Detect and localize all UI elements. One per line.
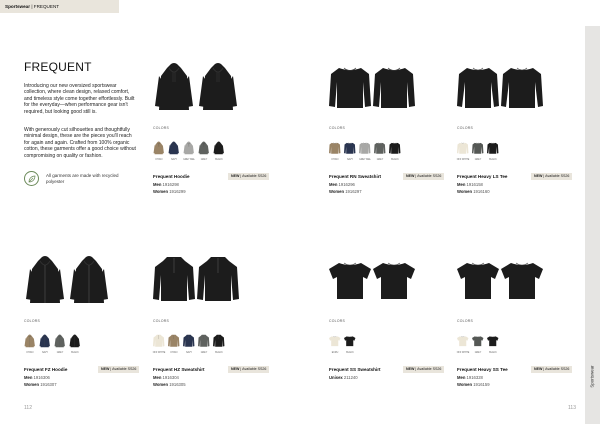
product-photo-alt — [373, 62, 417, 112]
color-swatch[interactable] — [344, 139, 356, 161]
swatch-color-name: BLACK — [489, 351, 497, 354]
swatch-color-name: GREY MEL — [359, 158, 371, 161]
fit-label: Unisex — [329, 375, 343, 380]
product-photos — [457, 255, 582, 305]
swatch-color-name: KHAKI — [331, 158, 339, 161]
intro-paragraph-2: With generously cut silhouettes and thoughtfully minimal design, these are the pieces you'll reach for again and again. Crafted from 100% organic cotton, these garments offer a good choice without compromising on quality or fashion. — [24, 127, 136, 159]
swatch-color-name: BLACK — [346, 351, 354, 354]
color-swatch[interactable] — [54, 332, 66, 354]
availability-text: Available SS26 — [417, 174, 442, 178]
swatch-garment — [213, 332, 225, 350]
article-number: 211240 — [343, 375, 358, 380]
swatch-color-name: NAVY — [346, 158, 354, 161]
product-card[interactable] — [153, 62, 278, 197]
swatch-garment — [472, 139, 484, 157]
product-photo-alt — [68, 255, 112, 305]
swatch-garment — [153, 139, 165, 157]
color-swatch[interactable] — [329, 139, 341, 161]
swatch-garment — [198, 139, 210, 157]
availability-tag: NEW | Available SS26 — [403, 366, 444, 373]
product-card[interactable] — [457, 255, 582, 390]
swatch-garment — [153, 332, 165, 350]
swatch-color-name: KHAKI — [26, 351, 34, 354]
availability-text: Available SS26 — [545, 174, 570, 178]
swatch-color-name: NAVY — [41, 351, 49, 354]
swatch-garment — [24, 332, 36, 350]
product-photo-alt — [197, 62, 241, 112]
product-photo-alt — [501, 62, 545, 112]
swatch-color-name: OFF WHITE — [456, 351, 470, 354]
swatch-garment — [457, 332, 469, 350]
swatch-color-name: OFF WHITE — [456, 158, 470, 161]
swatch-garment — [54, 332, 66, 350]
color-swatches — [153, 332, 225, 354]
product-name: Frequent Heavy LS Tee — [457, 174, 508, 179]
article-line — [153, 382, 186, 387]
article-number: 1916306 — [33, 375, 50, 380]
product-card[interactable] — [153, 255, 278, 390]
header-separator: | — [31, 4, 33, 9]
fit-label: Women — [153, 189, 169, 194]
article-number: 1916160 — [473, 189, 490, 194]
color-swatch[interactable] — [69, 332, 81, 354]
swatch-color-name: OFF WHITE — [152, 351, 166, 354]
availability-tag: NEW | Available SS26 — [531, 173, 572, 180]
article-number: 1916307 — [40, 382, 57, 387]
swatch-garment — [344, 139, 356, 157]
availability-text: Available SS26 — [242, 174, 267, 178]
color-swatch[interactable] — [183, 332, 195, 354]
swatch-garment — [487, 139, 499, 157]
article-number: 1916158 — [466, 182, 483, 187]
color-swatch[interactable] — [153, 332, 165, 354]
product-card[interactable] — [24, 255, 149, 390]
color-swatch[interactable] — [359, 139, 371, 161]
color-swatch[interactable] — [198, 332, 210, 354]
product-photo-front — [329, 255, 373, 305]
color-swatch[interactable] — [213, 332, 225, 354]
color-swatches — [329, 139, 401, 161]
swatch-color-name: GREY — [200, 158, 208, 161]
swatch-color-name: KHAKI — [170, 351, 178, 354]
article-number: 1916159 — [473, 382, 490, 387]
product-photos — [24, 255, 149, 305]
fit-label: Men — [153, 375, 162, 380]
swatch-garment — [183, 139, 195, 157]
swatch-garment — [389, 139, 401, 157]
product-photo-alt — [373, 255, 417, 305]
new-badge: NEW — [406, 174, 415, 178]
article-number: 1916297 — [345, 189, 362, 194]
article-number: 1916298 — [162, 182, 179, 187]
colors-label: COLORS — [457, 126, 474, 130]
color-swatch[interactable] — [389, 139, 401, 161]
new-badge: NEW — [231, 174, 240, 178]
swatch-garment — [183, 332, 195, 350]
swatch-color-name: BLACK — [489, 158, 497, 161]
article-number: 1916299 — [169, 189, 186, 194]
article-number: 1916296 — [338, 182, 355, 187]
intro-paragraph-1: Introducing our new oversized sportswear collection, where clean design, relaxed comfort, and timeless style come together effortlessly. Built for the everyday—when performance gear isn't required, but looking good still is. — [24, 83, 135, 115]
article-number: 1916304 — [162, 375, 179, 380]
article-line — [457, 375, 483, 380]
swatch-garment — [39, 332, 51, 350]
article-line — [24, 375, 50, 380]
availability-text: Available SS26 — [242, 367, 267, 371]
color-swatch[interactable] — [213, 139, 225, 161]
color-swatch[interactable] — [472, 332, 484, 354]
product-name: Frequent FZ Hoodie — [24, 367, 68, 372]
color-swatch[interactable] — [487, 139, 499, 161]
fit-label: Women — [457, 382, 473, 387]
availability-text: Available SS26 — [545, 367, 570, 371]
side-label: Sportswear — [590, 364, 595, 388]
color-swatch[interactable] — [487, 332, 499, 354]
swatch-garment — [344, 332, 356, 350]
product-photo-front — [153, 255, 197, 305]
new-badge: NEW — [231, 367, 240, 371]
swatch-garment — [329, 139, 341, 157]
color-swatch[interactable] — [472, 139, 484, 161]
color-swatches — [457, 139, 499, 161]
product-name: Frequent Heavy SS Tee — [457, 367, 508, 372]
color-swatch[interactable] — [153, 139, 165, 161]
new-badge: NEW — [534, 367, 543, 371]
swatch-garment — [168, 139, 180, 157]
color-swatch[interactable] — [344, 332, 356, 354]
product-photos — [329, 62, 454, 112]
swatch-color-name: BLACK — [215, 351, 223, 354]
fit-label: Women — [457, 189, 473, 194]
article-line — [153, 375, 179, 380]
color-swatches — [153, 139, 225, 161]
colors-label: COLORS — [457, 319, 474, 323]
product-photo-front — [457, 255, 501, 305]
swatch-color-name: GREY — [474, 158, 482, 161]
new-badge: NEW — [101, 367, 110, 371]
color-swatch[interactable] — [24, 332, 36, 354]
article-line — [24, 382, 57, 387]
side-strip — [585, 26, 600, 424]
swatch-color-name: BLACK — [391, 158, 399, 161]
article-line — [329, 189, 362, 194]
product-card[interactable] — [457, 62, 582, 197]
product-name: Frequent HZ Sweatshirt — [153, 367, 205, 372]
product-photo-front — [457, 62, 501, 112]
colors-label: COLORS — [153, 126, 170, 130]
color-swatches — [24, 332, 81, 354]
colors-label: COLORS — [329, 319, 346, 323]
color-swatch[interactable] — [374, 139, 386, 161]
fit-label: Women — [329, 189, 345, 194]
recycle-leaf-icon — [24, 171, 39, 186]
product-photo-front — [24, 255, 68, 305]
page-number-right: 113 — [568, 405, 576, 411]
fit-label: Men — [329, 182, 338, 187]
section-name: Sportswear — [5, 4, 31, 9]
swatch-garment — [69, 332, 81, 350]
fit-label: Men — [153, 182, 162, 187]
swatch-garment — [457, 139, 469, 157]
product-photo-alt — [501, 255, 545, 305]
article-line — [457, 382, 490, 387]
availability-tag: NEW | Available SS26 — [403, 173, 444, 180]
product-name: Frequent RN Sweatshirt — [329, 174, 382, 179]
color-swatch[interactable] — [457, 332, 469, 354]
swatch-garment — [359, 139, 371, 157]
swatch-color-name: GREY — [200, 351, 208, 354]
article-number: 1916305 — [169, 382, 186, 387]
recycled-note — [24, 170, 144, 188]
fit-label: Women — [153, 382, 169, 387]
product-card[interactable] — [329, 255, 454, 390]
availability-text: Available SS26 — [112, 367, 137, 371]
color-swatch[interactable] — [168, 139, 180, 161]
availability-tag: NEW | Available SS26 — [98, 366, 139, 373]
swatch-color-name: GREY — [474, 351, 482, 354]
product-photo-front — [153, 62, 197, 112]
swatch-color-name: NAVY — [185, 351, 193, 354]
swatch-color-name: ECRU — [331, 351, 339, 354]
article-line — [329, 182, 355, 187]
color-swatches — [457, 332, 499, 354]
color-swatch[interactable] — [168, 332, 180, 354]
color-swatch[interactable] — [39, 332, 51, 354]
swatch-color-name: BLACK — [71, 351, 79, 354]
product-photo-front — [329, 62, 373, 112]
new-badge: NEW — [534, 174, 543, 178]
product-photos — [457, 62, 582, 112]
color-swatch[interactable] — [183, 139, 195, 161]
article-line — [457, 189, 490, 194]
fit-label: Women — [24, 382, 40, 387]
section-header-tab — [0, 0, 119, 13]
page-title: FREQUENT — [24, 60, 92, 74]
article-number: 1916328 — [466, 375, 483, 380]
fit-label: Men — [457, 375, 466, 380]
swatch-color-name: NAVY — [170, 158, 178, 161]
swatch-color-name: GREY — [376, 158, 384, 161]
swatch-color-name: KHAKI — [155, 158, 163, 161]
swatch-color-name: BLACK — [215, 158, 223, 161]
swatch-garment — [472, 332, 484, 350]
fit-label: Men — [24, 375, 33, 380]
swatch-color-name: GREY MEL — [183, 158, 195, 161]
swatch-garment — [168, 332, 180, 350]
fit-label: Men — [457, 182, 466, 187]
product-photos — [153, 255, 278, 305]
swatch-garment — [213, 139, 225, 157]
product-name: Frequent SS Sweatshirt — [329, 367, 381, 372]
availability-tag: NEW | Available SS26 — [228, 173, 269, 180]
colors-label: COLORS — [24, 319, 41, 323]
article-line — [329, 375, 358, 380]
availability-text: Available SS26 — [417, 367, 442, 371]
swatch-garment — [487, 332, 499, 350]
recycled-text: All garments are made with recycled polyester — [46, 173, 119, 184]
color-swatch[interactable] — [329, 332, 341, 354]
product-photo-alt — [197, 255, 241, 305]
availability-tag: NEW | Available SS26 — [531, 366, 572, 373]
product-photos — [329, 255, 454, 305]
article-line — [153, 182, 179, 187]
new-badge: NEW — [406, 367, 415, 371]
page-number-left: 112 — [24, 405, 32, 411]
swatch-garment — [374, 139, 386, 157]
subsection-name: FREQUENT — [33, 4, 60, 9]
swatch-garment — [329, 332, 341, 350]
swatch-color-name: GREY — [56, 351, 64, 354]
color-swatch[interactable] — [457, 139, 469, 161]
article-line — [457, 182, 483, 187]
product-card[interactable] — [329, 62, 454, 197]
colors-label: COLORS — [329, 126, 346, 130]
availability-tag: NEW | Available SS26 — [228, 366, 269, 373]
product-name: Frequent Hoodie — [153, 174, 190, 179]
article-line — [153, 189, 186, 194]
colors-label: COLORS — [153, 319, 170, 323]
product-photos — [153, 62, 278, 112]
color-swatches — [329, 332, 356, 354]
color-swatch[interactable] — [198, 139, 210, 161]
swatch-garment — [198, 332, 210, 350]
